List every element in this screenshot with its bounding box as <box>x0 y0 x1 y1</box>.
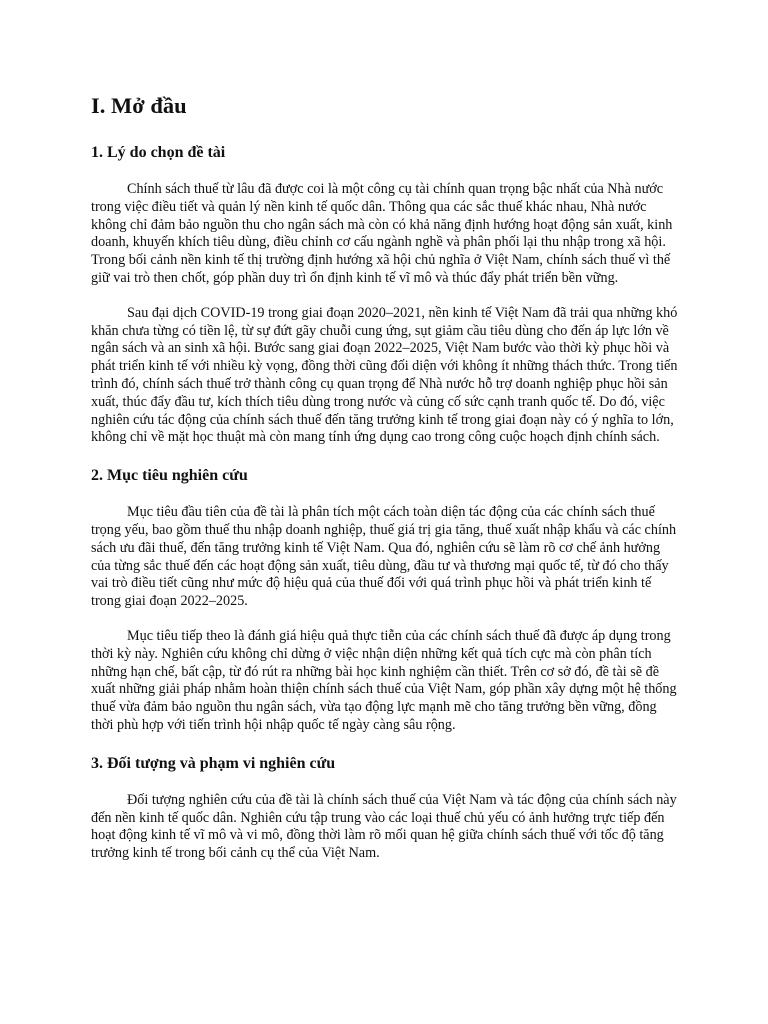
paragraph: Chính sách thuế từ lâu đã được coi là một công cụ tài chính quan trọng bậc nhất của Nhà nước trong việc điều tiết và quản lý nền kinh tế quốc dân. Thông qua các sắc thuế khác nhau, Nhà nước không chỉ đảm bảo nguồn thu cho ngân sách mà còn có khả năng định hướng hoạt động sản xuất, kinh doanh, khuyến khích tiêu dùng, điều chỉnh cơ cấu ngành nghề và phân phối lại thu nhập trong xã hội. Trong bối cảnh nền kinh tế thị trường định hướng xã hội chủ nghĩa ở Việt Nam, chính sách thuế vì thế giữ vai trò then chốt, góp phần duy trì ổn định kinh tế vĩ mô và thúc đẩy phát triển bền vững. <box>91 181 673 286</box>
paragraph: Mục tiêu đầu tiên của đề tài là phân tích một cách toàn diện tác động của các chính sách thuế trọng yếu, bao gồm thuế thu nhập doanh nghiệp, thuế giá trị gia tăng, thuế xuất nhập khẩu và các chính sách ưu đãi thuế, đến tăng trưởng kinh tế Việt Nam. Qua đó, nghiên cứu sẽ làm rõ cơ chế ảnh hưởng của từng sắc thuế đến các hoạt động sản xuất, tiêu dùng, đầu tư và thương mại quốc tế, từ đó cho thấy vai trò điều tiết cũng như mức độ hiệu quả của thuế đối với quá trình phục hồi và phát triển kinh tế trong giai đoạn 2022–2025. <box>91 504 677 610</box>
section-heading: 3. Đối tượng và phạm vi nghiên cứu <box>91 754 336 772</box>
section-objectives <box>91 465 681 735</box>
paragraph: Mục tiêu tiếp theo là đánh giá hiệu quả thực tiễn của các chính sách thuế đã được áp dụng trong thời kỳ này. Nghiên cứu không chỉ dừng ở việc nhận diện những kết quả tích cực mà còn phân tích những hạn chế, bất cập, từ đó rút ra những bài học kinh nghiệm cần thiết. Trên cơ sở đó, đề tài sẽ đề xuất những giải pháp nhằm hoàn thiện chính sách thuế của Việt Nam, góp phần xây dựng một hệ thống thuế vừa đảm bảo nguồn thu ngân sách, vừa tạo động lực mạnh mẽ cho tăng trưởng bền vững, đồng thời phù hợp với tiến trình hội nhập quốc tế ngày càng sâu rộng. <box>91 627 677 733</box>
paragraph: Đối tượng nghiên cứu của đề tài là chính sách thuế của Việt Nam và tác động của chính sách này đến nền kinh tế quốc dân. Nghiên cứu tập trung vào các loại thuế chủ yếu có ảnh hưởng trực tiếp đến hoạt động kinh tế vĩ mô và vi mô, đồng thời làm rõ mối quan hệ giữa chính sách thuế với tốc độ tăng trưởng kinh tế trong bối cảnh cụ thể của Việt Nam. <box>91 791 677 862</box>
section-heading: 1. Lý do chọn đề tài <box>91 144 226 161</box>
section-heading: 2. Mục tiêu nghiên cứu <box>91 467 248 485</box>
section-reason <box>91 142 681 447</box>
section-scope <box>91 753 681 863</box>
document-title: I. Mở đầu <box>91 93 187 118</box>
document-page <box>91 90 681 880</box>
paragraph: Sau đại dịch COVID-19 trong giai đoạn 2020–2021, nền kinh tế Việt Nam đã trải qua những khó khăn chưa từng có tiền lệ, từ sự đứt gãy chuỗi cung ứng, sụt giảm cầu tiêu dùng cho đến áp lực lớn về ngân sách và an sinh xã hội. Bước sang giai đoạn 2022–2025, Việt Nam bước vào thời kỳ phục hồi và phát triển kinh tế với nhiều kỳ vọng, đồng thời cũng đối diện với không ít những thách thức. Trong tiến trình đó, chính sách thuế trở thành công cụ quan trọng để Nhà nước hỗ trợ doanh nghiệp phục hồi sản xuất, thúc đẩy đầu tư, kích thích tiêu dùng trong nước và củng cố sức cạnh tranh quốc tế. Do đó, việc nghiên cứu tác động của chính sách thuế đến tăng trưởng kinh tế trong giai đoạn này có ý nghĩa to lớn, không chỉ về mặt học thuật mà còn mang tính ứng dụng cao trong công cuộc hoạch định chính sách. <box>91 304 678 446</box>
